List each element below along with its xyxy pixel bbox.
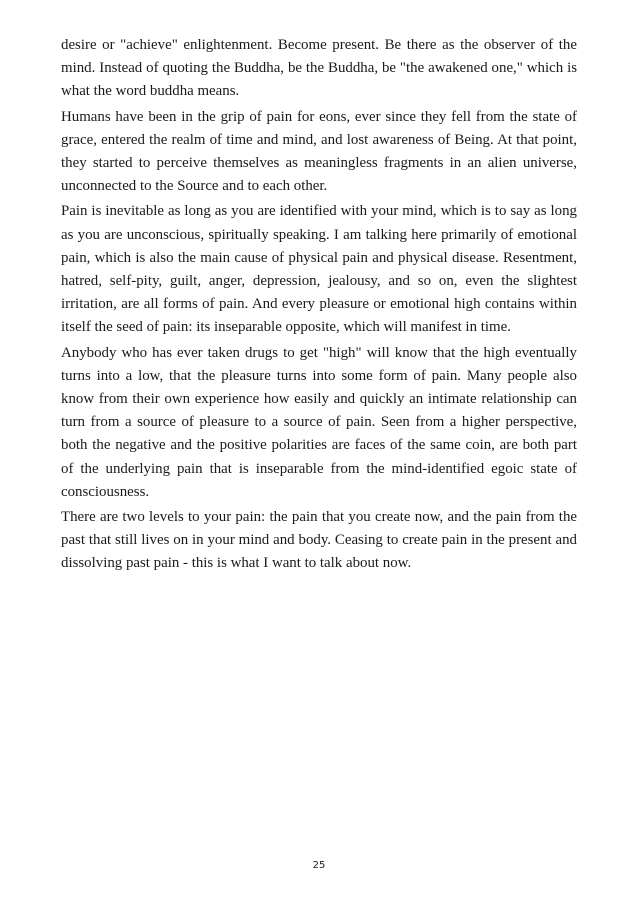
paragraph-3: Pain is inevitable as long as you are identified with your mind, which is to say as long as you are unconscious, spiritually speaking. I am talking here primarily of emotional pain, which is also the main cause of physical pain and physical disease. Resentment, hatred, self-pity, guilt, anger, depression, jealousy, and so on, even the slightest irritation, are all forms of pain. And every pleasure or emotional high contains within itself the seed of pain: its inseparable opposite, which will manifest in time. (61, 203, 577, 336)
paragraph-5: There are two levels to your pain: the pain that you create now, and the pain from the past that still lives on in your mind and body. Ceasing to create pain in the present and dissolving past pain - this is what I want to talk about now. (61, 509, 577, 572)
paragraph-1: desire or "achieve" enlightenment. Become present. Be there as the observer of the mind. Instead of quoting the Buddha, be the Buddha, be "the awakened one," which is what the word buddha means. (61, 37, 577, 100)
paragraph-2: Humans have been in the grip of pain for eons, ever since they fell from the state of grace, entered the realm of time and mind, and lost awareness of Being. At that point, they started to perceive themselves as meaningless fragments in an alien universe, unconnected to the Source and to each other. (61, 108, 577, 195)
page-number: 25 (312, 860, 326, 871)
paragraph-4: Anybody who has ever taken drugs to get "high" will know that the high eventually turns into a low, that the pleasure turns into some form of pain. Many people also know from their own experience how easily and quickly an intimate relationship can turn from a source of pleasure to a source of pain. Seen from a higher perspective, both the negative and the positive polarities are faces of the same coin, are both part of the underlying pain that is inseparable from the mind-identified egoic state of consciousness. (61, 344, 577, 500)
body-text (61, 34, 577, 578)
